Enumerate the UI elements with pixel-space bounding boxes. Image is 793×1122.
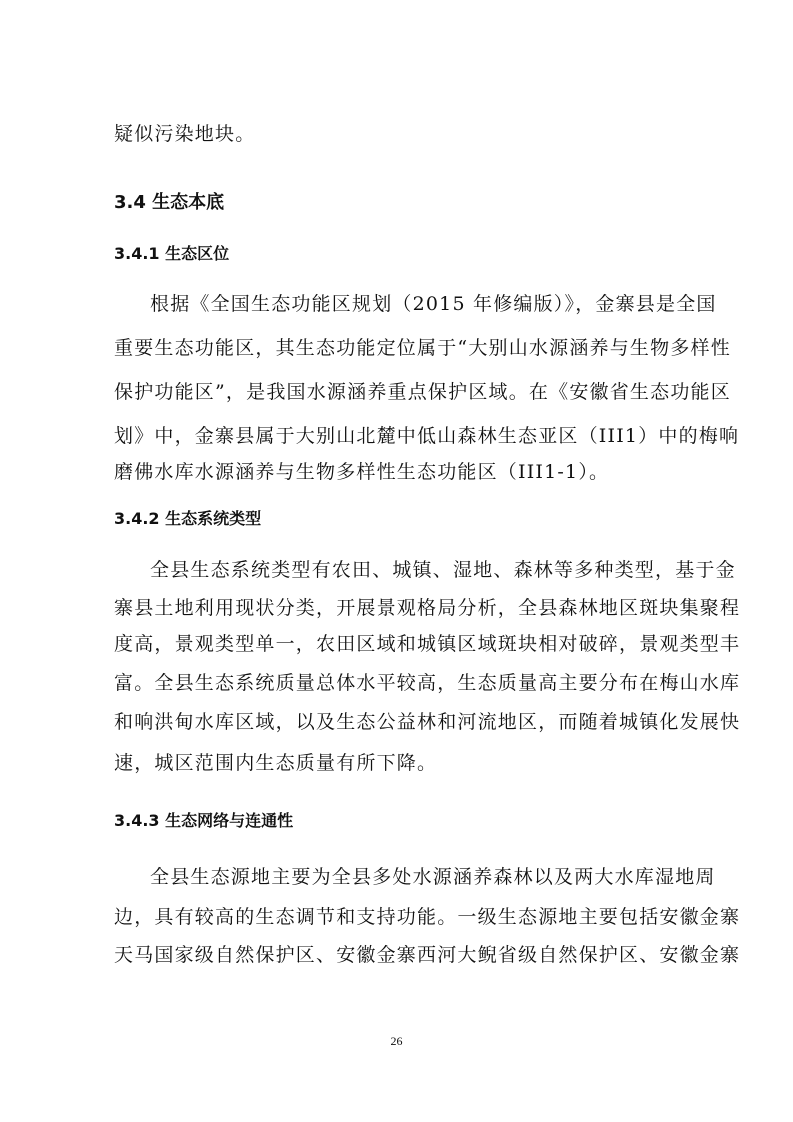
section-heading-3-4-2: 3.4.2 生态系统类型 bbox=[114, 509, 262, 528]
paragraph-line: 保护功能区”，是我国水源涵养重点保护区域。在《安徽省生态功能区 bbox=[114, 381, 731, 403]
section-heading-3-4-3: 3.4.3 生态网络与连通性 bbox=[114, 811, 294, 830]
paragraph-line: 和响洪甸水库区域，以及生态公益林和河流地区，而随着城镇化发展快 bbox=[114, 711, 741, 733]
paragraph-line: 疑似污染地块。 bbox=[114, 123, 256, 145]
paragraph-line: 重要生态功能区，其生态功能定位属于“大别山水源涵养与生物多样性 bbox=[114, 337, 731, 359]
paragraph-line: 富。全县生态系统质量总体水平较高，生态质量高主要分布在梅山水库 bbox=[114, 672, 741, 694]
section-heading-3-4-1: 3.4.1 生态区位 bbox=[114, 244, 230, 263]
paragraph-line: 速，城区范围内生态质量有所下降。 bbox=[114, 752, 438, 774]
paragraph-line: 度高，景观类型单一，农田区域和城镇区域斑块相对破碎，景观类型丰 bbox=[114, 633, 741, 655]
paragraph-line: 根据《全国生态功能区规划（2015 年修编版）》，金寨县是全国 bbox=[150, 293, 717, 315]
paragraph-line: 划》中，金寨县属于大别山北麓中低山森林生态亚区（III1）中的梅响 bbox=[114, 425, 740, 447]
section-heading-3-4: 3.4 生态本底 bbox=[114, 192, 225, 213]
page-number: 26 bbox=[390, 1034, 403, 1048]
paragraph-line: 天马国家级自然保护区、安徽金寨西河大鲵省级自然保护区、安徽金寨 bbox=[114, 944, 741, 966]
paragraph-line: 边，具有较高的生态调节和支持功能。一级生态源地主要包括安徽金寨 bbox=[114, 906, 741, 928]
paragraph-line: 全县生态源地主要为全县多处水源涵养森林以及两大水库湿地周 bbox=[150, 866, 716, 888]
paragraph-line: 全县生态系统类型有农田、城镇、湿地、森林等多种类型，基于金 bbox=[150, 559, 736, 581]
paragraph-line: 寨县土地利用现状分类，开展景观格局分析，全县森林地区斑块集聚程 bbox=[114, 597, 741, 619]
paragraph-line: 磨佛水库水源涵养与生物多样性生态功能区（III1-1）。 bbox=[114, 461, 610, 483]
